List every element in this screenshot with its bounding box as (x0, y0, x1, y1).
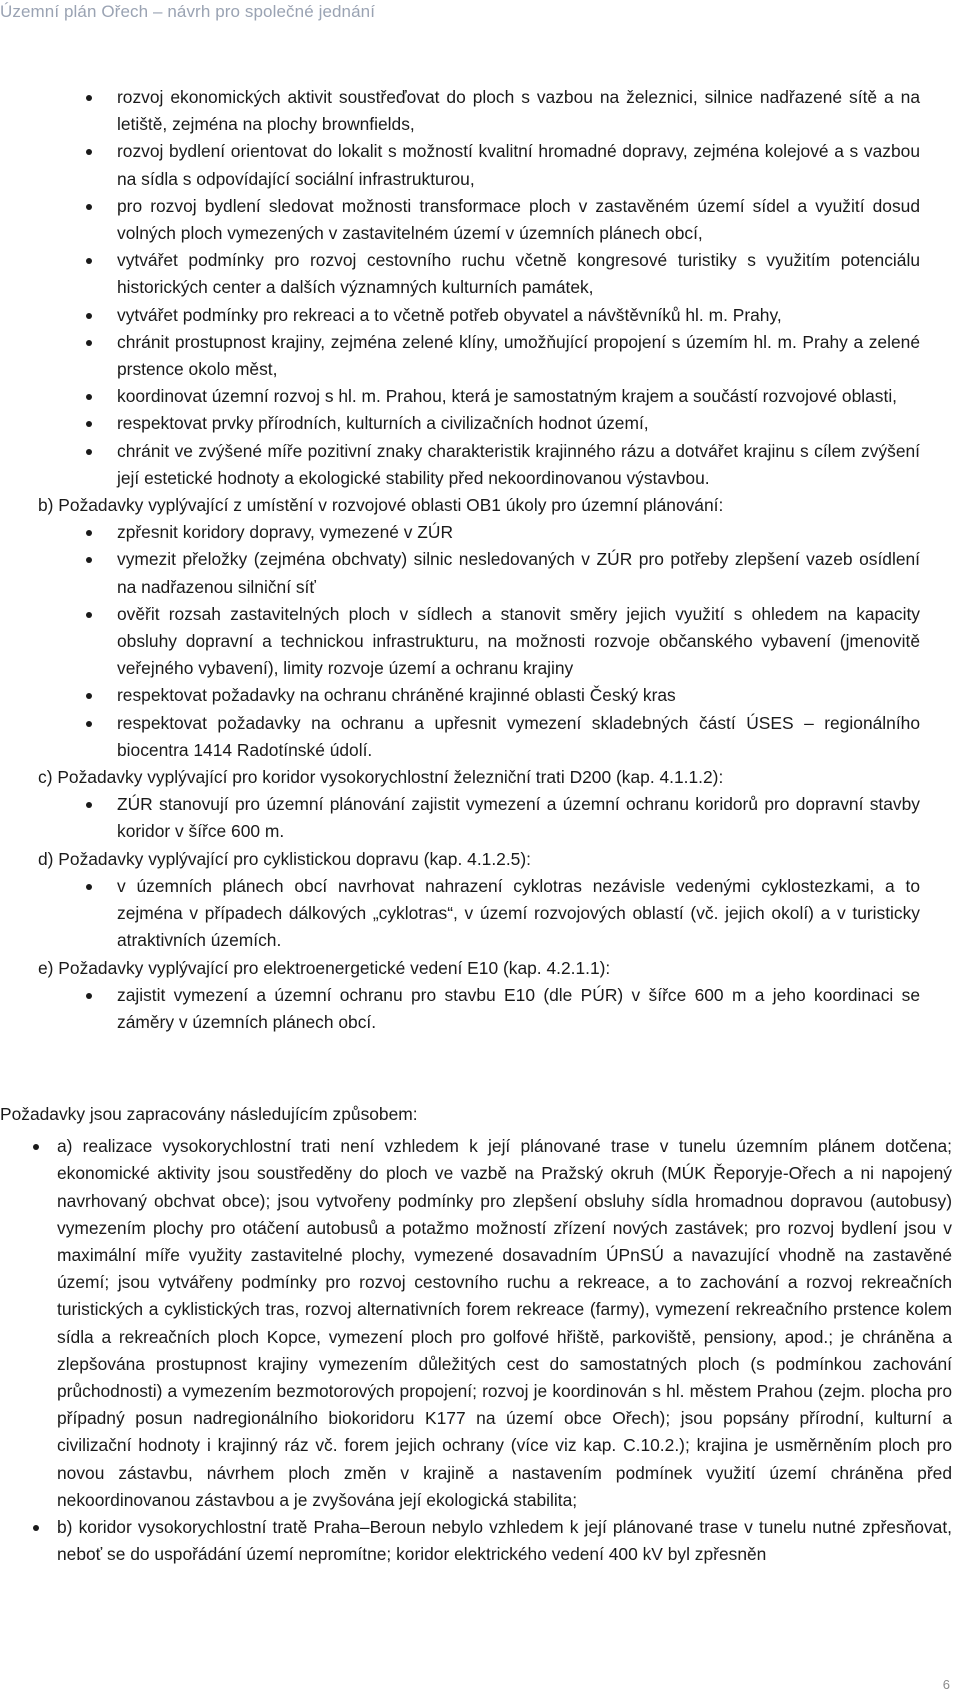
list-item (38, 410, 920, 437)
list-item-text: b) koridor vysokorychlostní tratě Praha–Beroun nebylo vzhledem k její plánované trase v tunelu nutné zpřesňovat, neboť se do uspořádání území nepromítne; koridor elektrického vedení 400 kV byl zpřesněn (57, 1517, 952, 1565)
section-b-heading: b) Požadavky vyplývající z umístění v rozvojové oblasti OB1 úkoly pro územní plánování: (38, 495, 724, 516)
list-item-text: ověřit rozsah zastavitelných ploch v sídlech a stanovit směry jejich využití s ohledem na kapacity obsluhy dopravní a technickou infrastrukturu, na možnosti rozvoje občanského vybavení (jmenovitě veřejného vybavení), limity rozvoje území a ochranu krajiny (117, 603, 920, 679)
list-item-text: chránit ve zvýšené míře pozitivní znaky charakteristik krajinného rázu a dotvářet krajinu s cílem zvýšení její estetické hodnoty a ekologické stability před nekoordinovanou výstavbou. (117, 440, 920, 488)
policy-list-a (38, 84, 920, 492)
bullet-icon (86, 612, 92, 618)
section-c-list (38, 791, 920, 845)
section-e-list (38, 982, 920, 1036)
section-e-heading: e) Požadavky vyplývající pro elektroenergetické vedení E10 (kap. 4.2.1.1): (38, 957, 611, 978)
list-item (38, 791, 920, 845)
section-c-heading: c) Požadavky vyplývající pro koridor vysokorychlostní železniční trati D200 (kap. 4.1.1.2): (38, 767, 724, 788)
list-item-text: respektovat požadavky na ochranu chráněné krajinné oblasti Český kras (117, 685, 676, 706)
bullet-icon (33, 1525, 39, 1531)
list-item (38, 438, 920, 492)
list-item (38, 302, 920, 329)
list-item (38, 601, 920, 683)
list-item (0, 1514, 952, 1568)
list-item-text: zpřesnit koridory dopravy, vymezené v ZÚR (117, 522, 454, 543)
bullet-icon (86, 394, 92, 400)
bullet-icon (86, 149, 92, 155)
list-item-text: a) realizace vysokorychlostní trati není vzhledem k její plánované trase v tunelu územním plánem dotčena; ekonomické aktivity jsou soustředěny do ploch ve vazbě na Pražský okruh (MÚK Řeporyje-Ořech a ni napojený navrhovaný obchvat obce); jsou vytvořeny podmínky pro zlepšení obsluhy sídla hromadnou dopravou (autobusy) vymezením plochy pro otáčení autobusů a potažmo možností zřízení nových zastávek; pro rozvoj bydlení jsou v maximální míře využity zastavitelné plochy, vymezené dosavadním ÚPnSÚ a navazující vhodně na zastavěné území; jsou vytvářeny podmínky pro rozvoj cestovního ruchu a rekreace, a to zachování a rozvoj rekreačních turistických a cyklistických tras, rozvoj alternativních forem rekreace (farmy), vymezení rekreačního prstence kolem sídla a rekreačních ploch Kopce, vymezení ploch pro golfové hřiště, parkoviště, pensiony, apod.; je chráněna a zlepšována prostupnost krajiny vymezením důležitých cest do samostatných ploch (s podmínkou zachování průchodnosti) a vymezením bezmotorových propojení; rozvoj je koordinován s hl. městem Prahou (zejm. plocha pro případný posun nadregionálního biokoridoru K177 na území obce Ořech); jsou popsány přírodní, kulturní a civilizační hodnoty i krajinný ráz vč. forem jejich ochrany (více viz kap. C.10.2.); krajina je usměrněním ploch pro novou zástavbu, návrhem ploch změn v krajině a nastavením podmínek využití území chráněna před nekoordinovanou zástavbou a je zvyšována její ekologická stabilita; (57, 1136, 952, 1510)
list-item (38, 982, 920, 1036)
list-item-text: koordinovat územní rozvoj s hl. m. Prahou, která je samostatným krajem a součástí rozvojové oblasti, (117, 386, 898, 407)
list-item (0, 1133, 952, 1514)
bullet-icon (86, 449, 92, 455)
page-header: Územní plán Ořech – návrh pro společné jednání (0, 2, 376, 21)
bullet-icon (86, 340, 92, 346)
list-item-text: rozvoj bydlení orientovat do lokalit s možností kvalitní hromadné dopravy, zejména kolejové a s vazbou na sídla s odpovídající sociální infrastrukturou, (117, 141, 920, 189)
list-item-text: chránit prostupnost krajiny, zejména zelené klíny, umožňující propojení s územím hl. m. Prahy a zelené prstence okolo měst, (117, 331, 920, 380)
bullet-icon (86, 557, 92, 563)
list-item (38, 519, 920, 546)
bullet-icon (86, 95, 92, 101)
bullet-icon (86, 421, 92, 427)
bullet-icon (86, 204, 92, 210)
list-item (38, 682, 920, 709)
section-b-list (38, 519, 920, 764)
bullet-icon (86, 530, 92, 536)
list-item-text: rozvoj ekonomických aktivit soustřeďovat do ploch s vazbou na železnici, silnice nadřazené sítě a na letiště, zejména na plochy brownfields, (117, 87, 920, 135)
list-item (38, 710, 920, 764)
bullet-icon (86, 802, 92, 808)
bullet-icon (86, 313, 92, 319)
page-number: 6 (942, 1677, 950, 1692)
list-item-text: vytvářet podmínky pro rekreaci a to včetně potřeb obyvatel a návštěvníků hl. m. Prahy, (117, 304, 782, 325)
list-item-text: pro rozvoj bydlení sledovat možnosti transformace ploch v zastavěném území sídel a využití dosud volných ploch vymezených v zastavitelném území v územních plánech obcí, (117, 195, 920, 244)
bullet-icon (33, 1144, 39, 1150)
list-item-text: zajistit vymezení a územní ochranu pro stavbu E10 (dle PÚR) v šířce 600 m a jeho koordinaci se záměry v územních plánech obcí. (117, 984, 920, 1032)
fulfillment-intro: Požadavky jsou zapracovány následujícím způsobem: (0, 1104, 418, 1124)
list-item-text: ZÚR stanovují pro územní plánování zajistit vymezení a územní ochranu koridorů pro dopravní stavby koridor v šířce 600 m. (117, 794, 920, 842)
list-item (38, 193, 920, 247)
list-item (38, 873, 920, 955)
document-body (38, 84, 958, 1036)
fulfillment-section (0, 1101, 960, 1568)
list-item-text: v územních plánech obcí navrhovat nahrazení cyklotras nezávisle vedenými cyklostezkami, a to zejména v případech dálkových „cyklotras“, v území rozvojových oblastí (vč. jejich okolí) a v turisticky atraktivních územích. (117, 875, 920, 951)
section-d-heading: d) Požadavky vyplývající pro cyklistickou dopravu (kap. 4.1.2.5): (38, 848, 531, 869)
bullet-icon (86, 693, 92, 699)
list-item (38, 383, 920, 410)
list-item (38, 247, 920, 301)
list-item (38, 84, 920, 138)
list-item-text: respektovat prvky přírodních, kulturních a civilizačních hodnot území, (117, 413, 649, 434)
section-d-list (38, 873, 920, 955)
list-item (38, 138, 920, 192)
bullet-icon (86, 258, 92, 264)
bullet-icon (86, 993, 92, 999)
list-item-text: vytvářet podmínky pro rozvoj cestovního ruchu včetně kongresové turistiky s využitím potenciálu historických center a dalších významných kulturních památek, (117, 250, 920, 298)
fulfillment-list (0, 1133, 960, 1568)
list-item (38, 329, 920, 383)
list-item-text: vymezit přeložky (zejména obchvaty) silnic nesledovaných v ZÚR pro potřeby zlepšení vazeb osídlení na nadřazenou silniční síť (117, 549, 920, 597)
bullet-icon (86, 721, 92, 727)
list-item-text: respektovat požadavky na ochranu a upřesnit vymezení skladebných částí ÚSES – regionálního biocentra 1414 Radotínské údolí. (117, 712, 920, 760)
list-item (38, 546, 920, 600)
bullet-icon (86, 884, 92, 890)
